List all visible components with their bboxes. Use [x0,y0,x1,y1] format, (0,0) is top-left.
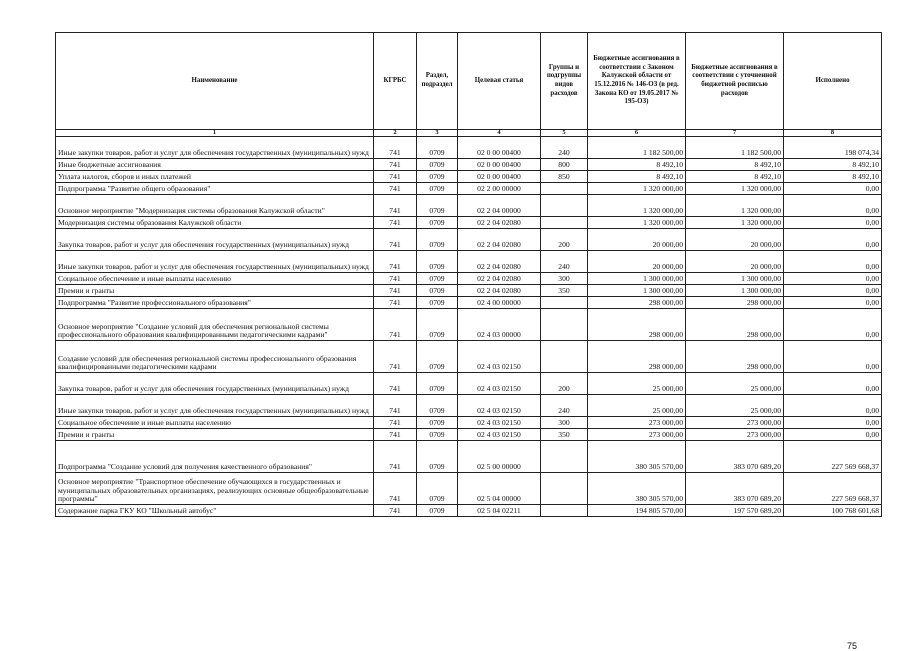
header-budget-law: Бюджетные ассигнования в соответствии с Законом Калужской области от 15.12.2016 № 146-ОЗ (в ред. Закона КО от 19.05.2017 № 195-ОЗ) [588,33,686,130]
row-budget-law: 273 000,00 [588,417,686,429]
row-budget-law: 1 320 000,00 [588,195,686,217]
row-executed: 0,00 [784,429,882,441]
row-razdel: 0709 [417,195,458,217]
row-name: Основное мероприятие "Создание условий для обеспечения региональной системы профессионального образования квалифицированными педагогическими кадрами" [56,309,374,341]
row-budget-law: 273 000,00 [588,429,686,441]
row-target-article: 02 4 03 02150 [458,429,541,441]
row-budget-refined: 8 492,10 [686,171,784,183]
table-row [56,285,882,297]
row-expense-group [541,505,588,517]
header-budget-refined: Бюджетные ассигнования в соответствии с уточненной бюджетной росписью расходов [686,33,784,130]
row-executed: 0,00 [784,341,882,373]
row-razdel: 0709 [417,505,458,517]
table-row [56,195,882,217]
row-kgrbs: 741 [374,473,417,505]
row-budget-refined: 1 300 000,00 [686,285,784,297]
row-budget-law: 20 000,00 [588,251,686,273]
row-budget-law: 380 305 570,00 [588,473,686,505]
row-budget-refined: 20 000,00 [686,251,784,273]
row-executed: 0,00 [784,309,882,341]
column-number: 8 [784,130,882,137]
row-kgrbs: 741 [374,195,417,217]
row-kgrbs: 741 [374,159,417,171]
document-page [55,32,881,651]
row-razdel: 0709 [417,417,458,429]
row-name: Иные закупки товаров, работ и услуг для обеспечения государственных (муниципальных) нужд [56,137,374,159]
row-target-article: 02 4 03 02150 [458,395,541,417]
row-expense-group [541,309,588,341]
row-razdel: 0709 [417,441,458,473]
row-name: Создание условий для обеспечения региональной системы профессионального образования квалифицированными педагогическими кадрами [56,341,374,373]
row-budget-refined: 25 000,00 [686,373,784,395]
row-kgrbs: 741 [374,429,417,441]
row-expense-group [541,341,588,373]
row-executed: 0,00 [784,395,882,417]
row-razdel: 0709 [417,137,458,159]
row-kgrbs: 741 [374,229,417,251]
row-executed: 198 074,34 [784,137,882,159]
header-executed: Исполнено [784,33,882,130]
column-number: 6 [588,130,686,137]
row-target-article: 02 2 04 02080 [458,285,541,297]
column-number: 5 [541,130,588,137]
column-number-row [56,130,882,137]
budget-table [55,32,882,517]
row-expense-group: 300 [541,417,588,429]
row-target-article: 02 0 00 00400 [458,171,541,183]
row-name: Закупка товаров, работ и услуг для обеспечения государственных (муниципальных) нужд [56,373,374,395]
row-executed: 8 492,10 [784,171,882,183]
column-number: 3 [417,130,458,137]
row-kgrbs: 741 [374,251,417,273]
row-expense-group: 240 [541,137,588,159]
table-row [56,429,882,441]
row-budget-law: 1 300 000,00 [588,285,686,297]
row-budget-law: 1 320 000,00 [588,217,686,229]
row-razdel: 0709 [417,183,458,195]
row-executed: 100 768 601,68 [784,505,882,517]
row-budget-law: 380 305 570,00 [588,441,686,473]
row-budget-law: 20 000,00 [588,229,686,251]
row-expense-group [541,183,588,195]
row-expense-group: 350 [541,285,588,297]
row-expense-group: 350 [541,429,588,441]
row-name: Основное мероприятие "Транспортное обеспечение обучающихся в государственных и муниципальных образовательных организациях, реализующих основные общеобразовательные программы" [56,473,374,505]
table-row [56,297,882,309]
row-budget-law: 298 000,00 [588,309,686,341]
header-row [56,33,882,130]
row-target-article: 02 5 04 02211 [458,505,541,517]
row-budget-law: 298 000,00 [588,341,686,373]
header-kgrbs: КГРБС [374,33,417,130]
row-name: Основное мероприятие "Модернизация системы образования Калужской области" [56,195,374,217]
row-executed: 0,00 [784,417,882,429]
row-target-article: 02 2 04 00000 [458,195,541,217]
row-target-article: 02 5 00 00000 [458,441,541,473]
row-budget-refined: 383 070 689,20 [686,441,784,473]
row-name: Иные бюджетные ассигнования [56,159,374,171]
table-row [56,341,882,373]
row-target-article: 02 4 00 00000 [458,297,541,309]
column-number: 7 [686,130,784,137]
row-budget-refined: 383 070 689,20 [686,473,784,505]
row-budget-refined: 1 320 000,00 [686,183,784,195]
row-name: Иные закупки товаров, работ и услуг для обеспечения государственных (муниципальных) нужд [56,251,374,273]
header-razdel: Раздел, подраздел [417,33,458,130]
table-row [56,217,882,229]
row-executed: 0,00 [784,273,882,285]
row-name: Иные закупки товаров, работ и услуг для обеспечения государственных (муниципальных) нужд [56,395,374,417]
row-expense-group: 200 [541,373,588,395]
row-expense-group [541,217,588,229]
row-name: Уплата налогов, сборов и иных платежей [56,171,374,183]
row-razdel: 0709 [417,297,458,309]
row-budget-law: 25 000,00 [588,373,686,395]
row-razdel: 0709 [417,159,458,171]
row-expense-group: 240 [541,395,588,417]
row-expense-group: 850 [541,171,588,183]
row-budget-refined: 298 000,00 [686,297,784,309]
row-budget-law: 8 492,10 [588,171,686,183]
row-budget-law: 8 492,10 [588,159,686,171]
row-budget-refined: 273 000,00 [686,417,784,429]
row-target-article: 02 4 03 02150 [458,341,541,373]
row-target-article: 02 5 04 00000 [458,473,541,505]
row-kgrbs: 741 [374,137,417,159]
row-kgrbs: 741 [374,309,417,341]
row-budget-law: 194 805 570,00 [588,505,686,517]
row-expense-group: 800 [541,159,588,171]
column-number: 2 [374,130,417,137]
table-row [56,441,882,473]
row-executed: 0,00 [784,297,882,309]
row-razdel: 0709 [417,473,458,505]
row-name: Модернизация системы образования Калужской области [56,217,374,229]
column-number: 1 [56,130,374,137]
row-razdel: 0709 [417,341,458,373]
row-kgrbs: 741 [374,297,417,309]
table-row [56,373,882,395]
row-target-article: 02 4 03 02150 [458,417,541,429]
row-target-article: 02 0 00 00400 [458,137,541,159]
table-row [56,251,882,273]
table-row [56,159,882,171]
row-name: Социальное обеспечение и иные выплаты населению [56,417,374,429]
row-razdel: 0709 [417,285,458,297]
row-expense-group: 300 [541,273,588,285]
row-kgrbs: 741 [374,171,417,183]
row-executed: 0,00 [784,373,882,395]
row-executed: 0,00 [784,285,882,297]
row-razdel: 0709 [417,251,458,273]
row-kgrbs: 741 [374,341,417,373]
row-target-article: 02 4 03 02150 [458,373,541,395]
row-razdel: 0709 [417,217,458,229]
table-row [56,171,882,183]
row-razdel: 0709 [417,395,458,417]
header-name: Наименование [56,33,374,130]
row-budget-refined: 1 320 000,00 [686,217,784,229]
table-row [56,505,882,517]
header-target-article: Целевая статья [458,33,541,130]
row-kgrbs: 741 [374,217,417,229]
row-budget-refined: 298 000,00 [686,341,784,373]
row-budget-refined: 25 000,00 [686,395,784,417]
header-expense-groups: Группы и подгруппы видов расходов [541,33,588,130]
row-budget-law: 1 320 000,00 [588,183,686,195]
table-row [56,229,882,251]
row-name: Подпрограмма "Развитие общего образования" [56,183,374,195]
row-budget-refined: 8 492,10 [686,159,784,171]
row-name: Премии и гранты [56,285,374,297]
row-target-article: 02 2 04 02080 [458,251,541,273]
row-budget-refined: 1 182 500,00 [686,137,784,159]
row-name: Закупка товаров, работ и услуг для обеспечения государственных (муниципальных) нужд [56,229,374,251]
row-executed: 8 492,10 [784,159,882,171]
row-budget-refined: 197 570 689,20 [686,505,784,517]
table-body [56,137,882,517]
row-razdel: 0709 [417,373,458,395]
table-row [56,473,882,505]
row-target-article: 02 2 04 02080 [458,229,541,251]
row-executed: 0,00 [784,251,882,273]
row-budget-law: 25 000,00 [588,395,686,417]
row-target-article: 02 0 00 00400 [458,159,541,171]
row-kgrbs: 741 [374,441,417,473]
row-expense-group [541,195,588,217]
table-row [56,273,882,285]
row-executed: 0,00 [784,183,882,195]
row-executed: 227 569 668,37 [784,441,882,473]
row-expense-group [541,441,588,473]
row-name: Премии и гранты [56,429,374,441]
row-kgrbs: 741 [374,505,417,517]
row-name: Социальное обеспечение и иные выплаты населению [56,273,374,285]
row-kgrbs: 741 [374,373,417,395]
row-kgrbs: 741 [374,395,417,417]
table-row [56,309,882,341]
row-executed: 0,00 [784,229,882,251]
row-razdel: 0709 [417,429,458,441]
table-row [56,137,882,159]
row-target-article: 02 2 00 00000 [458,183,541,195]
row-budget-refined: 1 320 000,00 [686,195,784,217]
row-name: Содержание парка ГКУ КО "Школьный автобус" [56,505,374,517]
row-razdel: 0709 [417,171,458,183]
row-kgrbs: 741 [374,183,417,195]
table-row [56,395,882,417]
row-budget-law: 298 000,00 [588,297,686,309]
row-razdel: 0709 [417,273,458,285]
row-target-article: 02 4 03 00000 [458,309,541,341]
row-target-article: 02 2 04 02080 [458,273,541,285]
row-expense-group: 200 [541,229,588,251]
row-kgrbs: 741 [374,285,417,297]
column-number: 4 [458,130,541,137]
row-target-article: 02 2 04 02080 [458,217,541,229]
table-row [56,183,882,195]
row-budget-refined: 298 000,00 [686,309,784,341]
row-budget-law: 1 300 000,00 [588,273,686,285]
row-name: Подпрограмма "Создание условий для получения качественного образования" [56,441,374,473]
row-executed: 0,00 [784,217,882,229]
row-expense-group [541,297,588,309]
row-budget-law: 1 182 500,00 [588,137,686,159]
row-budget-refined: 20 000,00 [686,229,784,251]
row-expense-group: 240 [541,251,588,273]
row-kgrbs: 741 [374,273,417,285]
row-kgrbs: 741 [374,417,417,429]
row-budget-refined: 1 300 000,00 [686,273,784,285]
page-number: 75 [846,641,857,651]
row-expense-group [541,473,588,505]
table-row [56,417,882,429]
row-razdel: 0709 [417,229,458,251]
row-budget-refined: 273 000,00 [686,429,784,441]
row-name: Подпрограмма "Развитие профессионального образования" [56,297,374,309]
row-executed: 0,00 [784,195,882,217]
row-executed: 227 569 668,37 [784,473,882,505]
row-razdel: 0709 [417,309,458,341]
